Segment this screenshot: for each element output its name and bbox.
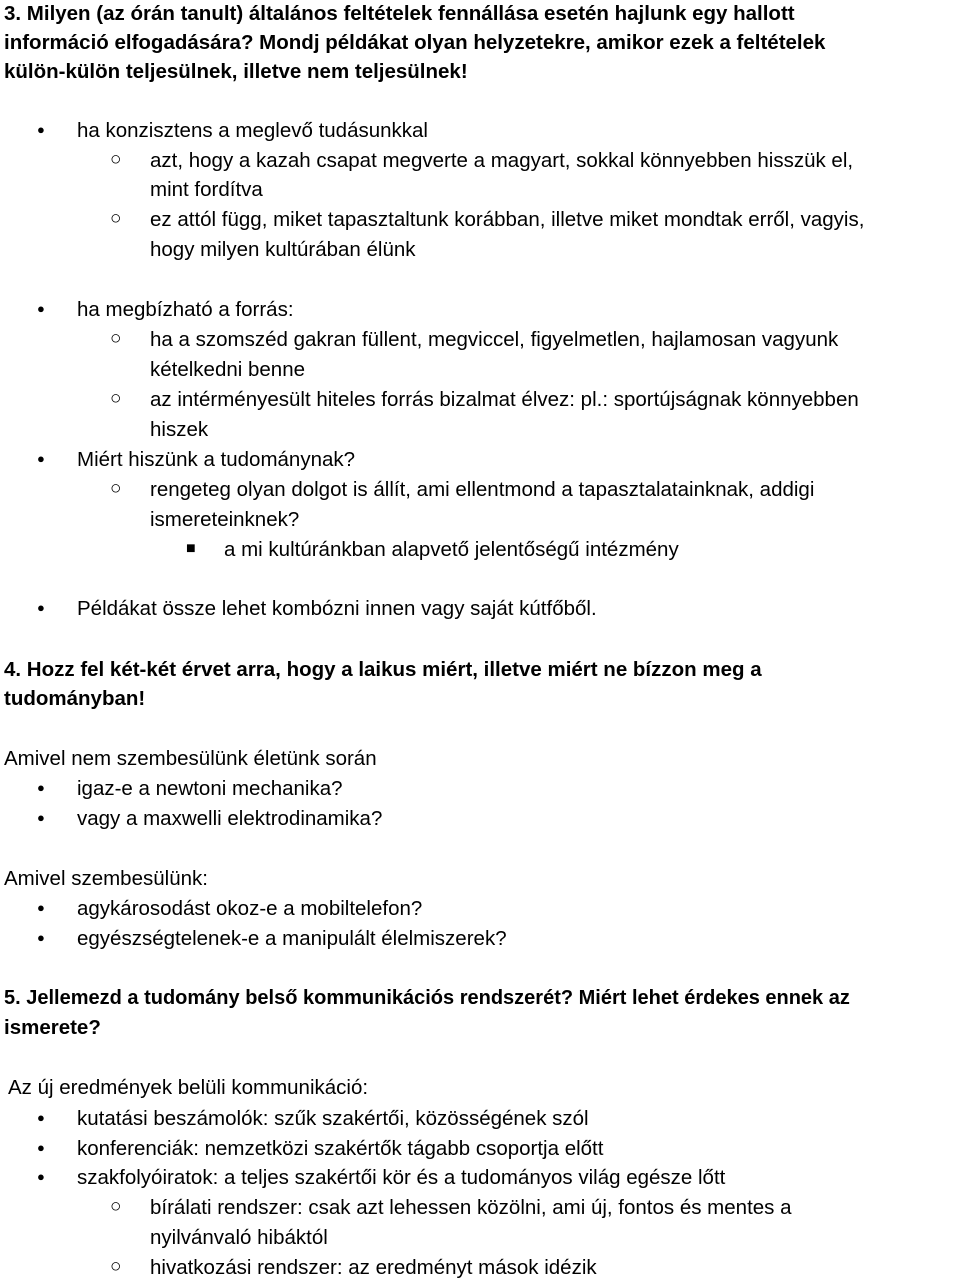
q4-group-2-item-2: egyészségtelenek-e a manipulált élelmiszerek? — [77, 927, 507, 950]
q3-item-2: ha megbízható a forrás: — [77, 298, 294, 321]
q4-group-2-label: Amivel szembesülünk: — [4, 867, 208, 890]
q3-item-1-sub-2-line-1: ez attól függ, miket tapasztaltunk korábban, illetve miket mondtak erről, vagyis, — [150, 208, 865, 231]
q3-item-3-sub-1-line-2: ismereteinknek? — [150, 508, 300, 531]
q4-group-1-label: Amivel nem szembesülünk életünk során — [4, 747, 377, 770]
bullet-circle: ○ — [110, 208, 122, 229]
q5-heading-line-1: 5. Jellemezd a tudomány belső kommunikációs rendszerét? Miért lehet érdekes ennek az — [4, 987, 850, 1009]
q3-item-4: Példákat össze lehet kombózni innen vagy saját kútfőből. — [77, 597, 597, 620]
q5-item-3-sub-1-line-2: nyilvánvaló hibáktól — [150, 1226, 328, 1249]
bullet-circle: ○ — [110, 328, 122, 349]
bullet-disc: ● — [37, 1169, 45, 1184]
q3-heading-line-3: külön-külön teljesülnek, illetve nem teljesülnek! — [4, 60, 468, 83]
q3-item-1-sub-2-line-2: hogy milyen kultúrában élünk — [150, 238, 416, 261]
q3-item-2-sub-1-line-1: ha a szomszéd gakran füllent, megviccel, figyelmetlen, hajlamosan vagyunk — [150, 328, 839, 351]
bullet-circle: ○ — [110, 388, 122, 409]
bullet-disc: ● — [37, 1140, 45, 1155]
bullet-disc: ● — [37, 780, 45, 795]
q5-item-3-sub-1-line-1: bírálati rendszer: csak azt lehessen közölni, ami új, fontos és mentes a — [150, 1196, 792, 1219]
bullet-circle: ○ — [110, 149, 122, 170]
bullet-circle: ○ — [110, 1256, 122, 1277]
bullet-disc: ● — [37, 451, 45, 466]
bullet-circle: ○ — [110, 478, 122, 499]
q3-item-3-sub-1-line-1: rengeteg olyan dolgot is állít, ami ellentmond a tapasztalatainknak, addigi — [150, 478, 815, 501]
q3-heading-line-2: információ elfogadására? Mondj példákat olyan helyzetekre, amikor ezek a feltételek — [4, 31, 826, 54]
q3-item-1-sub-1-line-2: mint fordítva — [150, 178, 263, 201]
q4-group-1-item-2: vagy a maxwelli elektrodinamika? — [77, 807, 383, 830]
q3-item-1: ha konzisztens a meglevő tudásunkkal — [77, 119, 428, 142]
q5-intro: Az új eredmények belüli kommunikáció: — [8, 1076, 369, 1099]
q3-heading-line-1: 3. Milyen (az órán tanult) általános feltételek fennállása esetén hajlunk egy hallott — [4, 2, 795, 25]
bullet-disc: ● — [37, 900, 45, 915]
bullet-square: ■ — [186, 540, 196, 557]
q5-item-1: kutatási beszámolók: szűk szakértői, közösségének szól — [77, 1107, 589, 1130]
q3-item-3: Miért hiszünk a tudománynak? — [77, 448, 356, 471]
q3-item-3-subsub-1: a mi kultúránkban alapvető jelentőségű intézmény — [224, 538, 679, 561]
bullet-circle: ○ — [110, 1196, 122, 1217]
q5-item-3-sub-2: hivatkozási rendszer: az eredményt mások idézik — [150, 1256, 597, 1279]
q4-group-2-item-1: agykárosodást okoz-e a mobiltelefon? — [77, 897, 423, 920]
q4-group-1-item-1: igaz-e a newtoni mechanika? — [77, 777, 343, 800]
q4-heading-line-2: tudományban! — [4, 687, 146, 710]
q5-item-3: szakfolyóiratok: a teljes szakértői kör és a tudományos világ egésze lőtt — [77, 1166, 726, 1189]
bullet-disc: ● — [37, 810, 45, 825]
q5-item-2: konferenciák: nemzetközi szakértők tágabb csoportja előtt — [77, 1137, 604, 1160]
bullet-disc: ● — [37, 301, 45, 316]
q3-item-2-sub-2-line-1: az intérményesült hiteles forrás bizalmat élvez: pl.: sportújságnak könnyebben — [150, 388, 859, 411]
q3-item-2-sub-1-line-2: kételkedni benne — [150, 358, 306, 381]
bullet-disc: ● — [37, 1110, 45, 1125]
bullet-disc: ● — [37, 122, 45, 137]
q3-item-2-sub-2-line-2: hiszek — [150, 418, 209, 441]
q3-item-1-sub-1-line-1: azt, hogy a kazah csapat megverte a magyart, sokkal könnyebben hisszük el, — [150, 149, 854, 172]
bullet-disc: ● — [37, 600, 45, 615]
q4-heading-line-1: 4. Hozz fel két-két érvet arra, hogy a laikus miért, illetve miért ne bízzon meg a — [4, 658, 762, 681]
bullet-disc: ● — [37, 930, 45, 945]
q5-heading-line-2: ismerete? — [4, 1016, 101, 1039]
